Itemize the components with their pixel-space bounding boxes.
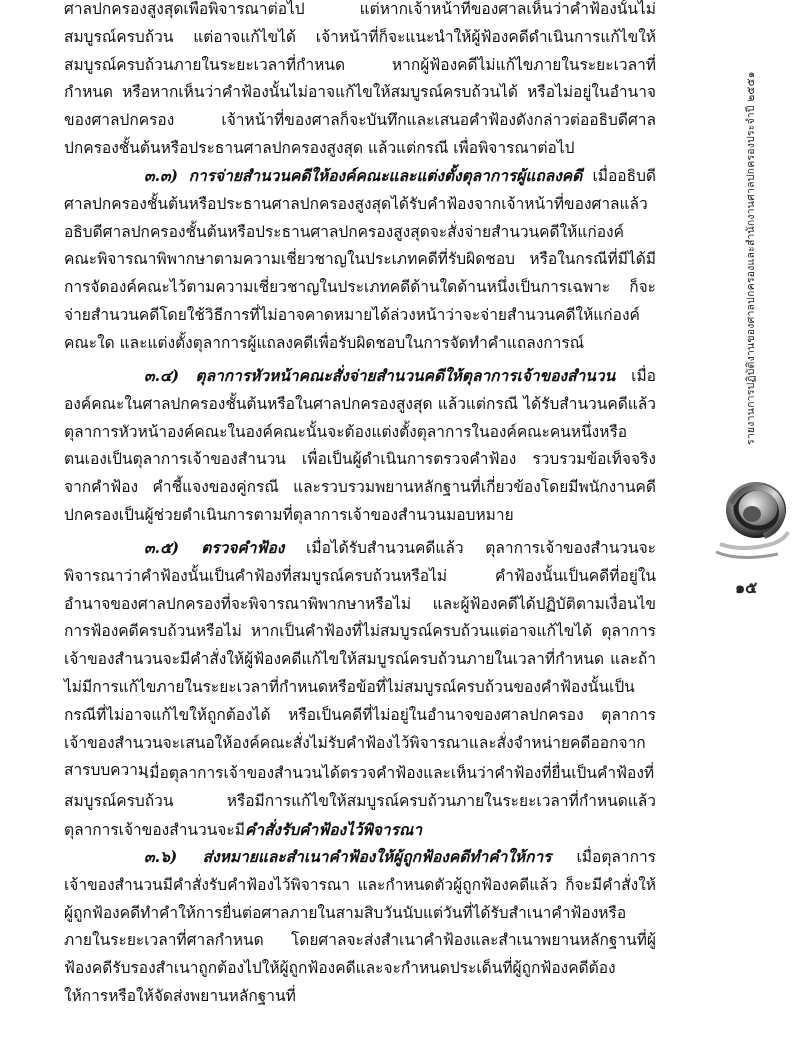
document-page <box>64 0 656 1005</box>
paragraph-3-4 <box>64 362 656 530</box>
paragraph-3-3 <box>64 162 656 358</box>
paragraph-text: เมื่อองค์คณะในศาลปกครองชั้นต้นหรือในศาลปกครองสูงสุด แล้วแต่กรณี ได้รับสำนวนคดีแล้ว ตุลาการหัวหน้าองค์คณะในองค์คณะนั้นจะต้องแต่งตั้งตุลาการในองค์คณะคนหนึ่งหรือตนเองเป็นตุลาการเจ้าของสำนวน เพื่อเป็นผู้ดำเนินการตรวจคำฟ้อง รวบรวมข้อเท็จจริงจากคำฟ้อง คำชี้แจงของคู่กรณี และรวบรวมพยานหลักฐานที่เกี่ยวข้องโดยมีพนักงานคดีปกครองเป็นผู้ช่วยดำเนินการตามที่ตุลาการเจ้าของสำนวนมอบหมาย <box>64 367 656 524</box>
paragraph-text: เมื่อตุลาการเจ้าของสำนวนได้ตรวจคำฟ้องและเห็นว่าคำฟ้องที่ยื่นเป็นคำฟ้องที่สมบูรณ์ครบถ้วน หรือมีการแก้ไขให้สมบูรณ์ครบถ้วนภายในระยะเวลาที่กำหนดแล้ว ตุลาการเจ้าของสำนวนจะมี <box>64 764 656 839</box>
paragraph-3-6 <box>64 843 656 1011</box>
section-heading-3-5: ๓.๕) ตรวจคำฟ้อง <box>144 538 285 557</box>
paragraph-intro <box>64 0 656 163</box>
paragraph-text: เมื่ออธิบดีศาลปกครองชั้นต้นหรือประธานศาลปกครองสูงสุดได้รับคำฟ้องจากเจ้าหน้าที่ของศาลแล้ว อธิบดีศาลปกครองชั้นต้นหรือประธานศาลปกครองสูงสุดจะสั่งจ่ายสำนวนคดีให้แก่องค์คณะพิจารณาพิพากษาตามความเชี่ยวชาญในประเภทคดีที่รับผิดชอบ หรือในกรณีที่มีได้มีการจัดองค์คณะไว้ตามความเชี่ยวชาญในประเภทคดีด้านใดด้านหนึ่งเป็นการเฉพาะ ก็จะจ่ายสำนวนคดีโดยใช้วิธีการที่ไม่อาจคาดหมายได้ล่วงหน้าว่าจะจ่ายสำนวนคดีให้แก่องค์คณะใด และแต่งตั้งตุลาการผู้แถลงคดีเพื่อรับผิดชอบในการจัดทำคำแถลงการณ์ <box>64 167 656 352</box>
section-heading-3-4: ๓.๔) ตุลาการหัวหน้าคณะสั่งจ่ายสำนวนคดีให้ตุลาการเจ้าของสำนวน <box>144 366 616 385</box>
paragraph-text: ศาลปกครองสูงสุดเพื่อพิจารณาต่อไป แต่หากเจ้าหน้าที่ของศาลเห็นว่าคำฟ้องนั้นไม่สมบูรณ์ครบถ้วน แต่อาจแก้ไขได้ เจ้าหน้าที่ก็จะแนะนำให้ผู้ฟ้องคดีดำเนินการแก้ไขให้สมบูรณ์ครบถ้วนภายในระยะเวลาที่กำหนด หากผู้ฟ้องคดีไม่แก้ไขภายในระยะเวลาที่กำหนด หรือหากเห็นว่าคำฟ้องนั้นไม่อาจแก้ไขให้สมบูรณ์ครบถ้วนได้ หรือไม่อยู่ในอำนาจของศาลปกครอง เจ้าหน้าที่ของศาลก็จะบันทึกและเสนอคำฟ้องดังกล่าวต่ออธิบดีศาลปกครองชั้นต้นหรือประธานศาลปกครองสูงสุด แล้วแต่กรณี เพื่อพิจารณาต่อไป <box>64 0 656 157</box>
emphasis-accept-order: คำสั่งรับคำฟ้องไว้พิจารณา <box>244 819 423 839</box>
paragraph-accept-complaint <box>64 760 656 844</box>
paragraph-text: เมื่อได้รับสำนวนคดีแล้ว ตุลาการเจ้าของสำนวนจะพิจารณาว่าคำฟ้องนั้นเป็นคำฟ้องที่สมบูรณ์ครบถ้วนหรือไม่ คำฟ้องนั้นเป็นคดีที่อยู่ในอำนาจของศาลปกครองที่จะพิจารณาพิพากษาหรือไม่ และผู้ฟ้องคดีได้ปฏิบัติตามเงื่อนไขการฟ้องคดีครบถ้วนหรือไม่ หากเป็นคำฟ้องที่ไม่สมบูรณ์ครบถ้วนแต่อาจแก้ไขได้ ตุลาการเจ้าของสำนวนจะมีคำสั่งให้ผู้ฟ้องคดีแก้ไขให้สมบูรณ์ครบถ้วนภายในเวลาที่กำหนด และถ้าไม่มีการแก้ไขภายในระยะเวลาที่กำหนดหรือข้อที่ไม่สมบูรณ์ครบถ้วนของคำฟ้องนั้นเป็นกรณีที่ไม่อาจแก้ไขให้ถูกต้องได้ หรือเป็นคดีที่ไม่อยู่ในอำนาจของศาลปกครอง ตุลาการเจ้าของสำนวนจะเสนอให้องค์คณะสั่งไม่รับคำฟ้องไว้พิจารณาและสั่งจำหน่ายคดีออกจากสารบบความ <box>64 539 656 780</box>
section-heading-3-6: ๓.๖) ส่งหมายและสำเนาคำฟ้องให้ผู้ถูกฟ้องคดีทำคำให้การ <box>144 847 552 866</box>
court-emblem-icon <box>712 474 790 564</box>
side-running-header: รายงานการปฏิบัติงานของศาลปกครองและสำนักงานศาลปกครองประจำปี ๒๕๕๑ <box>745 71 757 445</box>
paragraph-text: เมื่อตุลาการเจ้าของสำนวนมีคำสั่งรับคำฟ้องไว้พิจารณา และกำหนดตัวผู้ถูกฟ้องคดีแล้ว ก็จะมีคำสั่งให้ผู้ถูกฟ้องคดีทำคำให้การยื่นต่อศาลภายในสามสิบวันนับแต่วันที่ได้รับสำเนาคำฟ้องหรือภายในระยะเวลาที่ศาลกำหนด โดยศาลจะส่งสำเนาคำฟ้องและสำเนาพยานหลักฐานที่ผู้ฟ้องคดีรับรองสำเนาถูกต้องไปให้ผู้ถูกฟ้องคดีและจะกำหนดประเด็นที่ผู้ถูกฟ้องคดีต้องให้การหรือให้จัดส่งพยานหลักฐานที่ <box>64 848 656 1005</box>
paragraph-3-5 <box>64 534 656 785</box>
page-number: ๑๕ <box>735 578 758 597</box>
section-heading-3-3: ๓.๓) การจ่ายสำนวนคดีให้องค์คณะและแต่งตั้งตุลาการผู้แถลงคดี <box>144 166 583 185</box>
